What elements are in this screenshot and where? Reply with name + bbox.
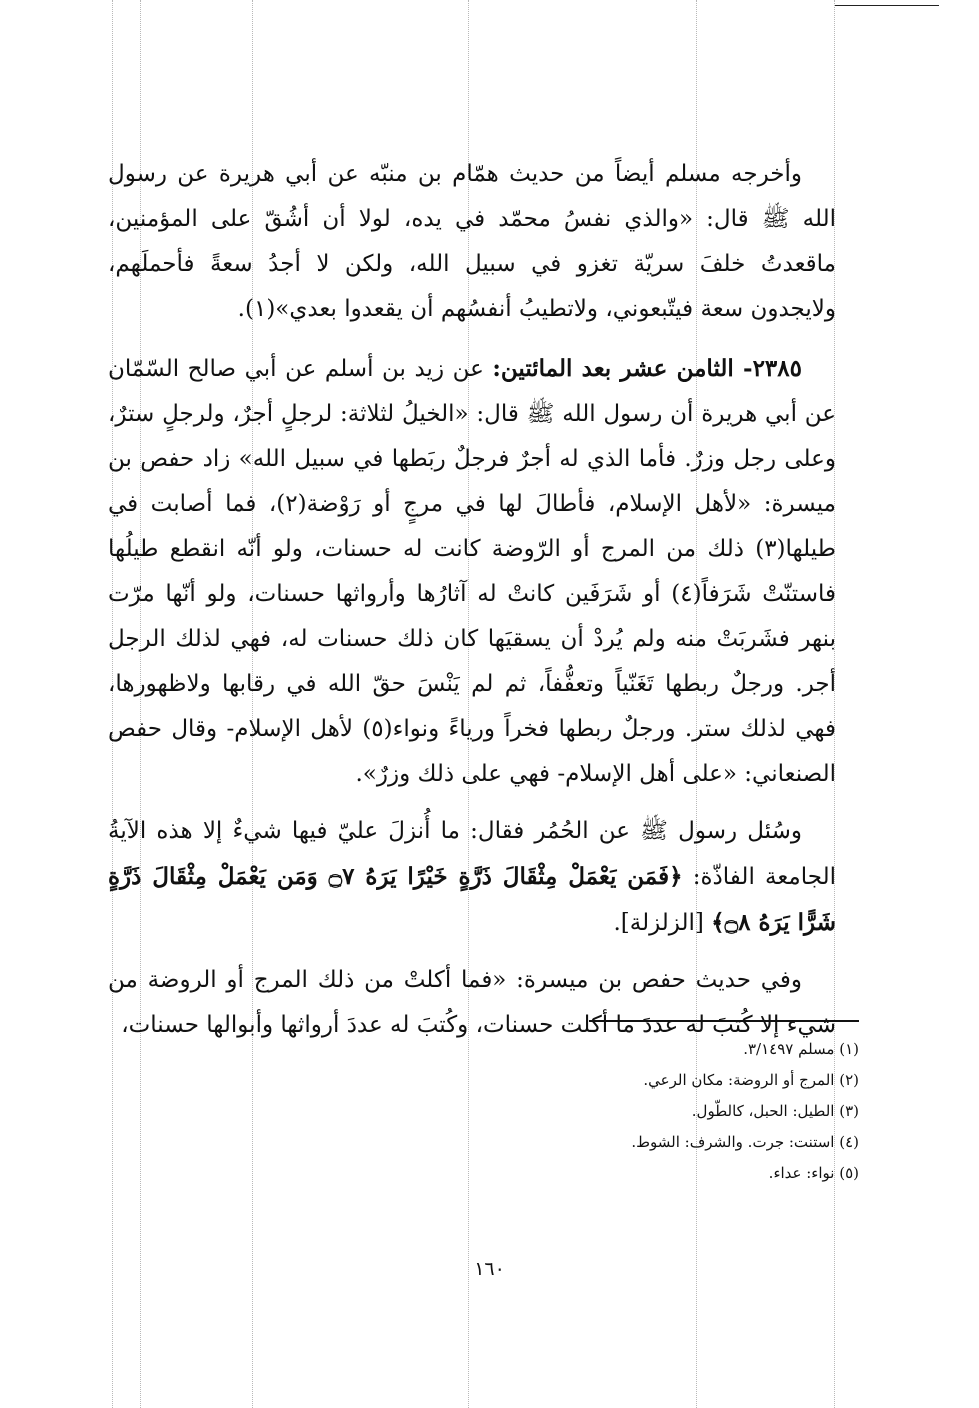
paragraph-text: وأخرجه مسلم أيضاً من حديث همّام بن منبّه عن أبي هريرة عن رسول الله ﷺ قال: «والذي نفسُ محمّد في يده، لولا أن أشُقّ على المؤمنين، ماقعدتُ خلفَ سريّة تغزو في سبيل الله، ولكن لا أجدُ سعةً فأحملَهم، ولايجدون سعة فيتّبعوني، ولاتطيبُ أنفسُهم أن يقعدوا بعدي»(١). bbox=[108, 161, 836, 322]
footnote-item: (٣) الطيل: الحبل، كالطّول. bbox=[691, 1102, 859, 1120]
paragraph-donkeys-question bbox=[108, 809, 836, 946]
footnote-divider bbox=[589, 1020, 859, 1022]
footnote-item: (١) مسلم ٣/١٤٩٧. bbox=[743, 1040, 859, 1058]
footnotes bbox=[339, 1034, 859, 1189]
paragraph-text: وفي حديث حفص بن ميسرة: «فما أكلتْ من ذلك المرج أو الروضة من شيء إلا كُتبَ له عددَ ما أكلت حسنات، وكُتبَ له عددَ أرواثها وأبوالها حسنات، bbox=[108, 967, 836, 1038]
paragraph-text: عن زيد بن أسلم عن أبي صالح السّمّان عن أبي هريرة أن رسول الله ﷺ قال: «الخيلُ لثلاثة: لرجلٍ أجرٌ، ولرجلٍ سترٌ، وعلى رجل وزرٌ. فأما الذي له أجرٌ فرجلٌ ربَطها في سبيل الله» زاد حفص بن ميسرة: «لأهل الإسلام، فأطالَ لها في مرجٍ أو رَوْضة(٢)، فما أصابت في طيلها(٣) ذلك من المرج أو الرّوضة كانت له حسنات، ولو أنّه انقطع طيلُها فاستنّتْ شَرَفاً(٤) أو شَرَفَين كانتْ له آثارُها وأرواثها حسنات، ولو أنّها مرّت بنهر فشَربَتْ منه ولم يُردْ أن يسقيَها كان ذلك حسنات له، فهي لذلك الرجل أجر. ورجلٌ ربطها تَغَنّياً وتعفُّفاً، ثم لم يَنْسَ حقّ الله في رقابها ولاظهورها، فهي لذلك ستر. ورجلٌ ربطها فخراً ورياءً ونواء(٥) لأهل الإسلام- وقال حفص الصنعاني: «على أهل الإسلام- فهي على ذلك وزرٌ». bbox=[108, 356, 836, 787]
main-text bbox=[108, 152, 836, 1060]
footnote-item: (٤) استنت: جرت. والشرف: الشوط. bbox=[631, 1133, 859, 1151]
page-number: ١٦٠ bbox=[474, 1258, 505, 1280]
paragraph-muslim-narration bbox=[108, 152, 836, 332]
footnote-item: (٢) المرج أو الروضة: مكان الرعي. bbox=[643, 1071, 859, 1089]
quran-verse: ﴿فَمَن يَعْمَلْ مِثْقَالَ ذَرَّةٍ خَيْرًا يَرَهُ ۝٧ وَمَن يَعْمَلْ مِثْقَالَ ذَرَّةٍ شَرًّا يَرَهُ ۝٨﴾ bbox=[108, 863, 836, 936]
hadith-heading: ٢٣٨٥- الثامن عشر بعد المائتين: bbox=[492, 355, 802, 382]
paragraph-hadith-2385 bbox=[108, 346, 836, 797]
paragraph-text: وسُئل رسول ﷺ عن الحُمُر فقال: ما أُنزلَ عليّ فيها شيءٌ إلا هذه الآيةُ الجامعة الفاذّة: bbox=[108, 818, 836, 890]
surah-reference: [الزلزلة]. bbox=[613, 910, 712, 936]
top-rule bbox=[834, 5, 939, 6]
footnote-item: (٥) نواء: عداء. bbox=[768, 1164, 859, 1182]
